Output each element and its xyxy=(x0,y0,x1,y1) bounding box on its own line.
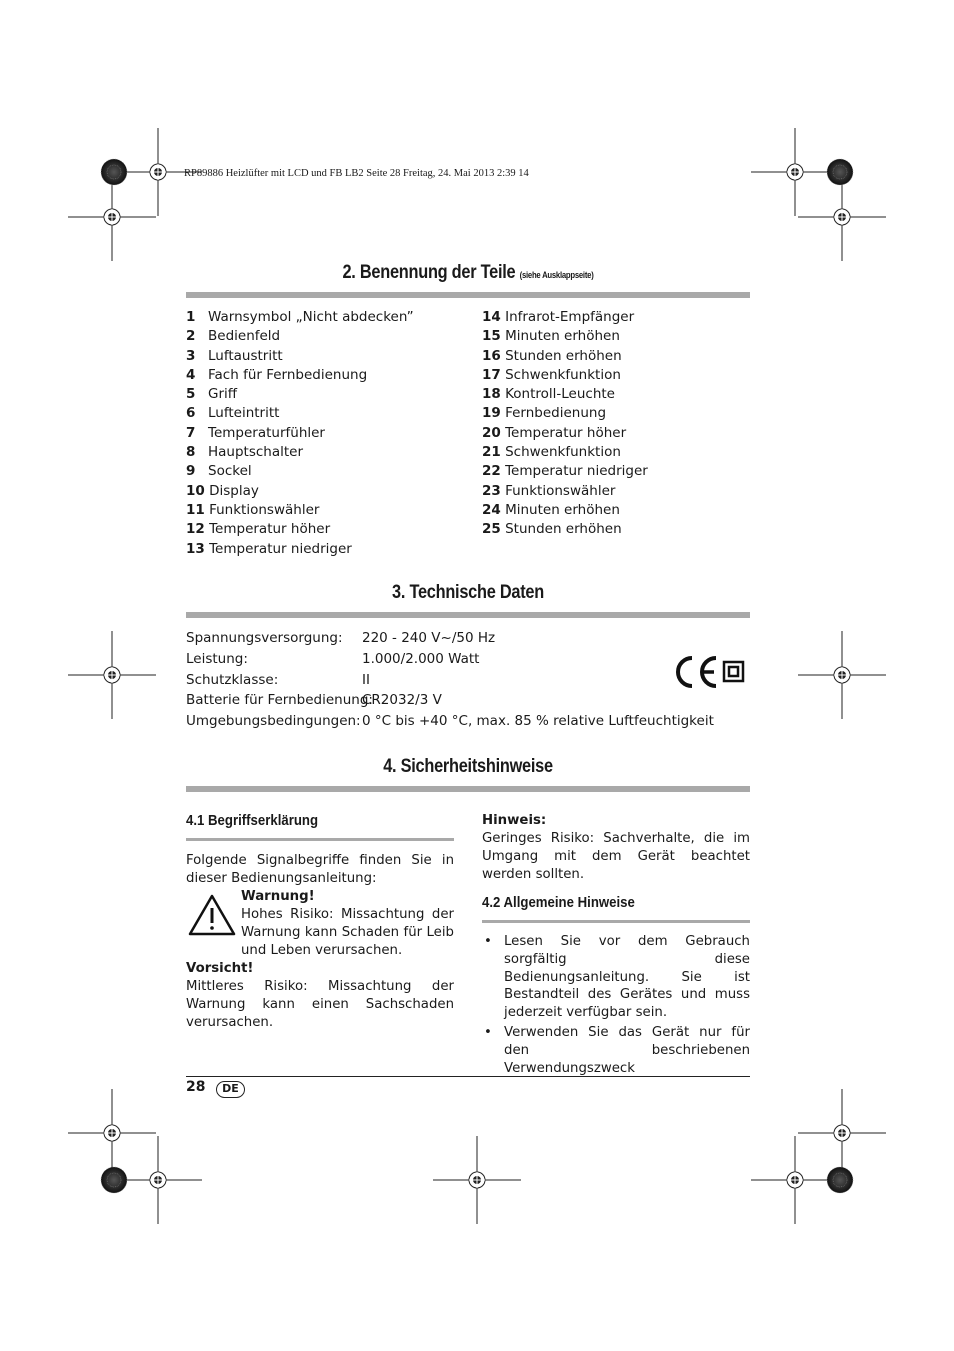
list-item: 23 Funktionswähler xyxy=(482,482,616,499)
list-item: 15 Minuten erhöhen xyxy=(482,328,620,345)
list-item: 20 Temperatur höher xyxy=(482,424,627,441)
section-4-title: 4. Sicherheitshinweise xyxy=(383,756,553,777)
section-3-title: 3. Technische Daten xyxy=(392,582,544,603)
subsection-4-2-title: 4.2 Allgemeine Hinweise xyxy=(482,894,635,911)
list-item: 10 Display xyxy=(186,482,259,499)
footer-rule xyxy=(186,1076,750,1077)
list-item: 16 Stunden erhöhen xyxy=(482,347,622,364)
language-badge: DE xyxy=(216,1081,245,1098)
section-2-title-text: 2. Benennung der Teile xyxy=(342,262,516,283)
table-row: Schutzklasse: II xyxy=(186,671,370,688)
caution-text: Mittleres Risiko: Missachtung der Warnung kann einen Sachschaden verursachen. xyxy=(186,979,454,1030)
warning-text: Hohes Risiko: Missachtung der Warnung kann Schaden für Leib und Leben verursachen. xyxy=(241,907,454,958)
list-item: 5 Griff xyxy=(186,386,238,403)
section-2-note: (siehe Ausklappseite) xyxy=(519,270,594,280)
list-item: 13 Temperatur niedriger xyxy=(186,540,352,557)
list-item: 14 Infrarot-Empfänger xyxy=(482,309,635,325)
list-item: • Verwenden Sie das Gerät nur für den beschriebenen Verwendungszweck xyxy=(482,1024,750,1077)
section-2-title xyxy=(225,262,710,284)
tech-data-table xyxy=(186,628,714,732)
list-item: 22 Temperatur niedriger xyxy=(482,463,648,480)
list-item: 6 Lufteintritt xyxy=(186,405,280,422)
table-row: Umgebungsbedingungen:0 °C bis +40 °C, max. 85 % relative Luftfeuchtigkeit xyxy=(186,713,714,730)
list-item: 12 Temperatur höher xyxy=(186,521,331,538)
warning-triangle-icon xyxy=(187,893,237,937)
list-item: 8 Hauptschalter xyxy=(186,444,304,461)
table-row: Spannungsversorgung: 220 - 240 V~/50 Hz xyxy=(186,630,496,646)
print-header-line: RP89886 Heizlüfter mit LCD und FB LB2 Seite 28 Freitag, 24. Mai 2013 2:39 14 xyxy=(184,168,529,179)
list-item: 2 Bedienfeld xyxy=(186,328,281,345)
ce-protection-class-icon xyxy=(674,654,746,690)
note-label: Hinweis: xyxy=(482,813,547,828)
section-3-rule xyxy=(186,612,750,618)
subsection-4-1-title: 4.1 Begriffserklärung xyxy=(186,812,319,829)
list-item: 21 Schwenkfunktion xyxy=(482,444,621,461)
list-item: 18 Kontroll-Leuchte xyxy=(482,386,615,403)
list-item: 7 Temperaturfühler xyxy=(186,424,325,441)
list-item: 3 Luftaustritt xyxy=(186,347,283,364)
page-number: 28 xyxy=(186,1079,206,1095)
section-4-rule xyxy=(186,786,750,792)
section-2-rule xyxy=(186,292,750,298)
warning-label: Warnung! xyxy=(241,889,315,904)
parts-list-left xyxy=(186,308,414,559)
signal-intro-text: Folgende Signalbegriffe finden Sie in dieser Bedienungsanleitung: xyxy=(186,853,454,886)
list-item: 24 Minuten erhöhen xyxy=(482,501,620,518)
subsection-4-1-rule xyxy=(186,838,454,841)
general-notes-list xyxy=(482,933,750,1079)
parts-list-right xyxy=(482,308,648,540)
list-item: 11 Funktionswähler xyxy=(186,501,320,518)
list-item: • Lesen Sie vor dem Gebrauch sorgfältig diese Bedienungsanleitung. Sie ist Bestandteil des Gerätes und muss jederzeit verfügbar sein. xyxy=(482,933,750,1022)
list-item: 17 Schwenkfunktion xyxy=(482,366,621,383)
list-item: 1 Warnsymbol „Nicht abdecken” xyxy=(186,309,414,325)
list-item: 25 Stunden erhöhen xyxy=(482,521,622,538)
caution-label: Vorsicht! xyxy=(186,961,254,976)
subsection-4-2-rule xyxy=(482,920,750,923)
note-text: Geringes Risiko: Sachverhalte, die im Umgang mit dem Gerät beachtet werden sollten. xyxy=(482,831,750,882)
list-item: 9 Sockel xyxy=(186,463,252,480)
list-item: 19 Fernbedienung xyxy=(482,405,607,422)
table-row: Leistung: 1.000/2.000 Watt xyxy=(186,650,480,667)
list-item: 4 Fach für Fernbedienung xyxy=(186,366,368,383)
table-row: Batterie für Fernbedienung:CR2032/3 V xyxy=(186,692,442,709)
